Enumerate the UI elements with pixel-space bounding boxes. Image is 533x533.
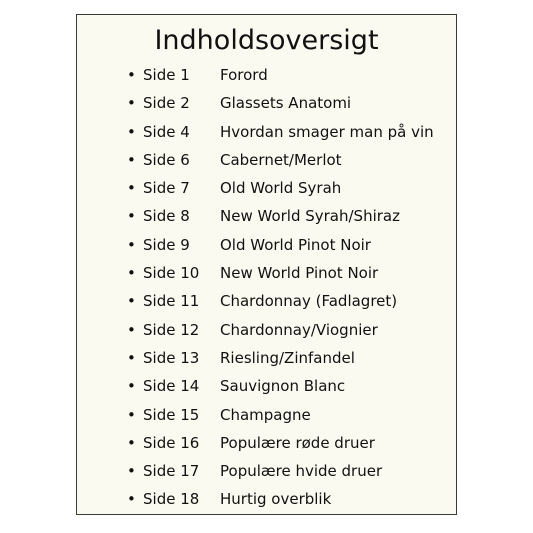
- toc-chapter-title: Hurtig overblik: [220, 490, 332, 509]
- table-of-contents: [77, 61, 456, 514]
- toc-page-number: Side 8: [143, 207, 190, 226]
- toc-page: [76, 14, 457, 515]
- toc-page-number: Side 2: [143, 94, 190, 113]
- toc-page-number: Side 17: [143, 462, 200, 481]
- toc-page-number: Side 11: [143, 292, 200, 311]
- toc-page-number: Side 9: [143, 235, 190, 254]
- page-title: Indholdsoversigt: [154, 25, 379, 56]
- toc-page-number: Side 12: [143, 320, 200, 339]
- toc-entry: [77, 429, 456, 457]
- toc-chapter-title: Chardonnay (Fadlagret): [220, 292, 398, 311]
- toc-page-number: Side 15: [143, 405, 200, 424]
- bullet-icon: •: [127, 320, 136, 339]
- bullet-icon: •: [127, 405, 136, 424]
- toc-chapter-title: Chardonnay/Viognier: [220, 320, 378, 339]
- toc-entry: [77, 146, 456, 174]
- toc-page-number: Side 13: [143, 348, 200, 367]
- toc-chapter-title: Populære røde druer: [220, 433, 375, 452]
- bullet-icon: •: [127, 207, 136, 226]
- bullet-icon: •: [127, 94, 136, 113]
- toc-page-number: Side 7: [143, 179, 190, 198]
- bullet-icon: •: [127, 348, 136, 367]
- toc-chapter-title: Hvordan smager man på vin: [220, 122, 434, 141]
- bullet-icon: •: [127, 122, 136, 141]
- toc-page-number: Side 1: [143, 66, 190, 84]
- toc-chapter-title: Old World Syrah: [220, 179, 342, 198]
- toc-entry: [77, 231, 456, 259]
- toc-entry: [77, 89, 456, 117]
- bullet-icon: •: [127, 292, 136, 311]
- toc-entry: [77, 372, 456, 400]
- bullet-icon: •: [127, 490, 136, 509]
- toc-page-number: Side 16: [143, 433, 200, 452]
- toc-entry: [77, 457, 456, 485]
- toc-page-number: Side 4: [143, 122, 190, 141]
- toc-chapter-title: Champagne: [220, 405, 311, 424]
- toc-entry: [77, 485, 456, 513]
- bullet-icon: •: [127, 66, 136, 84]
- toc-page-number: Side 6: [143, 150, 190, 169]
- toc-chapter-title: Sauvignon Blanc: [220, 377, 346, 396]
- bullet-icon: •: [127, 179, 136, 198]
- toc-chapter-title: New World Pinot Noir: [220, 264, 379, 283]
- toc-entry: [77, 259, 456, 287]
- bullet-icon: •: [127, 462, 136, 481]
- toc-entry: [77, 401, 456, 429]
- toc-chapter-title: Forord: [220, 66, 268, 84]
- toc-entry: [77, 316, 456, 344]
- bullet-icon: •: [127, 433, 136, 452]
- toc-entry: [77, 61, 456, 89]
- toc-chapter-title: Cabernet/Merlot: [220, 150, 342, 169]
- toc-page-number: Side 18: [143, 490, 200, 509]
- toc-chapter-title: New World Syrah/Shiraz: [220, 207, 400, 226]
- toc-entry: [77, 118, 456, 146]
- bullet-icon: •: [127, 150, 136, 169]
- bullet-icon: •: [127, 377, 136, 396]
- toc-entry: [77, 287, 456, 315]
- toc-entry: [77, 344, 456, 372]
- toc-entry: [77, 202, 456, 230]
- toc-chapter-title: Glassets Anatomi: [220, 94, 352, 113]
- toc-chapter-title: Riesling/Zinfandel: [220, 348, 355, 367]
- bullet-icon: •: [127, 264, 136, 283]
- toc-page-number: Side 14: [143, 377, 200, 396]
- toc-chapter-title: Populære hvide druer: [220, 462, 383, 481]
- toc-page-number: Side 10: [143, 264, 200, 283]
- toc-entry: [77, 174, 456, 202]
- toc-chapter-title: Old World Pinot Noir: [220, 235, 371, 254]
- bullet-icon: •: [127, 235, 136, 254]
